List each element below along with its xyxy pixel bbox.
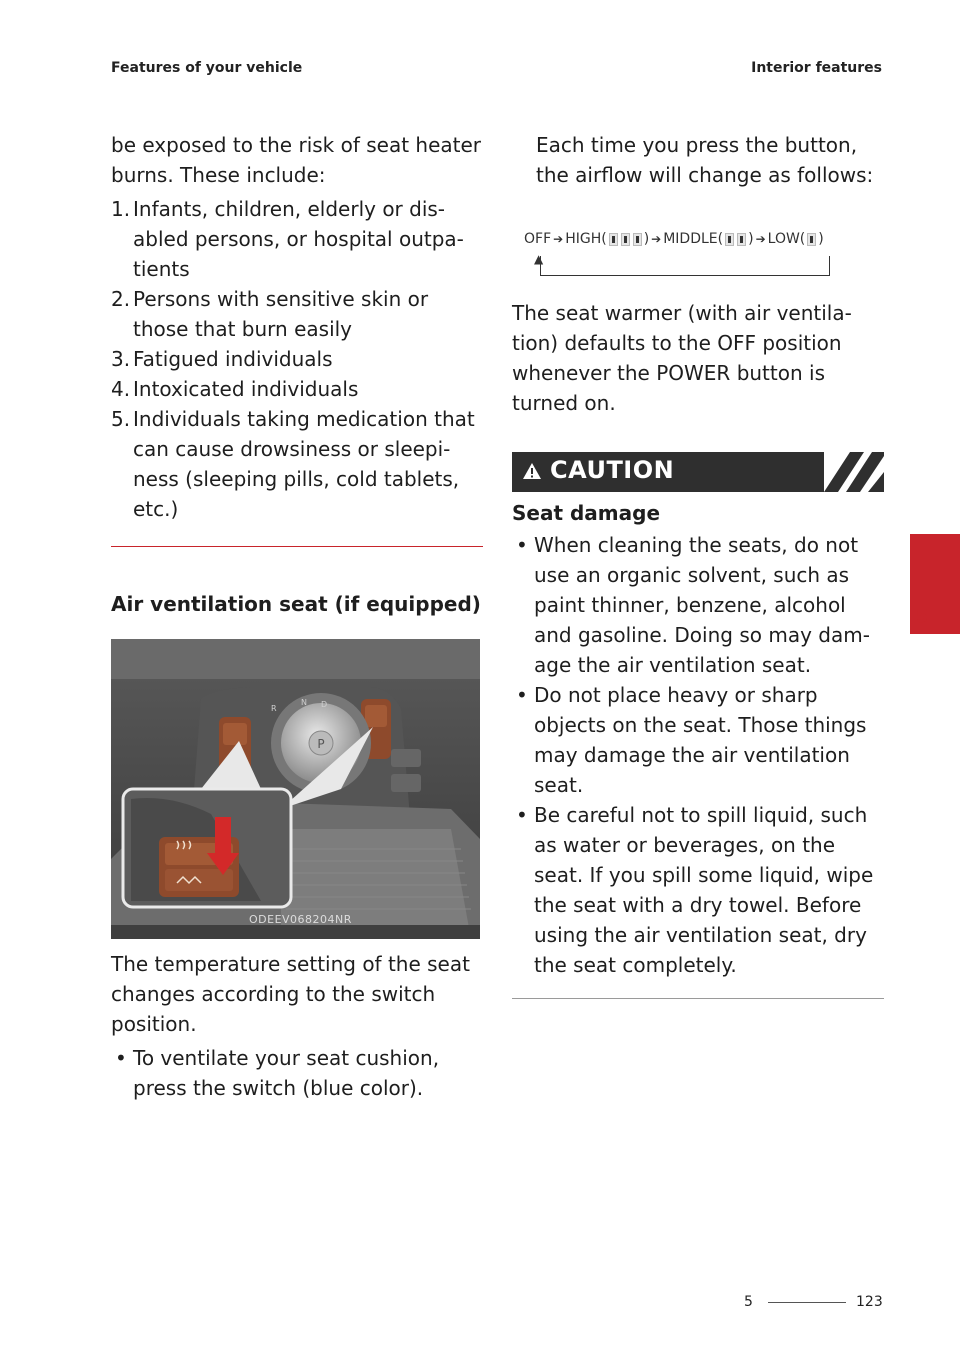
left-column <box>111 130 483 1103</box>
figure-code: ODEEV068204NR <box>249 913 352 926</box>
intro-paragraph: be exposed to the risk of seat heater burns. These include: <box>111 133 482 187</box>
list-number: 2. <box>111 287 131 311</box>
level-middle-icon <box>725 233 746 246</box>
shift-label-r: R <box>271 704 277 713</box>
console-illustration <box>111 639 480 939</box>
airflow-sequence-row <box>524 224 824 254</box>
list-text: Be careful not to spill liquid, such as water or beverages, on the seat. If you spill some liquid, wipe the seat with a dry towel. Before using the air ventilation seat, dry the seat completely. <box>534 803 874 977</box>
arrow-right-icon: ➔ <box>755 232 766 246</box>
list-text: Persons with sensitive skin or those that burn easily <box>133 287 429 341</box>
caution-stripes-icon <box>824 452 884 492</box>
list-text: Do not place heavy or sharp objects on the seat. Those things may damage the air ventilation seat. <box>534 683 867 797</box>
list-item <box>111 284 483 344</box>
list-text: Intoxicated individuals <box>133 377 359 401</box>
shift-label-n: N <box>301 698 307 707</box>
footer-divider <box>768 1302 846 1303</box>
chapter-side-number: 5 <box>915 606 929 627</box>
flow-low: LOW( <box>767 231 806 247</box>
list-number: 5. <box>111 407 131 431</box>
default-paragraph: The seat warmer (with air ventila-tion) defaults to the OFF position whenever the POWER button is turned on. <box>512 301 852 415</box>
return-line <box>540 256 830 276</box>
list-item <box>512 800 884 980</box>
bullet-dot: • <box>115 1046 127 1070</box>
flow-close: ) <box>818 231 824 247</box>
level-high-icon <box>609 233 642 246</box>
caution-label: CAUTION <box>550 456 675 484</box>
caution-title: Seat damage <box>512 501 661 525</box>
warning-icon <box>522 462 542 480</box>
flow-close: ) <box>748 231 754 247</box>
list-item <box>512 530 884 680</box>
list-text: When cleaning the seats, do not use an organic solvent, such as paint thinner, benzene, alcohol and gasoline. Doing so may dam-age the air ventilation seat. <box>534 533 870 677</box>
page-number: 123 <box>856 1294 883 1310</box>
caution-list <box>512 530 884 980</box>
arrow-up-icon: ▲ <box>534 252 544 266</box>
list-item <box>111 374 483 404</box>
running-header-right: Interior features <box>751 60 882 76</box>
press-paragraph: Each time you press the button, the airflow will change as follows: <box>536 133 874 187</box>
list-item <box>512 680 884 800</box>
flow-high: HIGH( <box>565 231 607 247</box>
list-text: To ventilate your seat cushion, press the switch (blue color). <box>133 1046 440 1100</box>
list-item <box>111 1043 483 1103</box>
list-text: Individuals taking medication that can cause drowsiness or sleepi-ness (sleeping pills, cold tablets, etc.) <box>133 407 475 521</box>
ventilate-list <box>111 1043 483 1103</box>
temperature-paragraph: The temperature setting of the seat changes according to the switch position. <box>111 952 470 1036</box>
bullet-dot: • <box>516 803 528 827</box>
caution-end-divider <box>512 998 884 999</box>
flow-close: ) <box>643 231 650 247</box>
list-text: Infants, children, elderly or dis-abled persons, or hospital outpa-tients <box>133 197 464 281</box>
right-column <box>512 130 884 999</box>
footer-chapter-number: 5 <box>744 1294 753 1310</box>
shift-label-d: D <box>321 700 328 709</box>
airflow-sequence-diagram <box>512 224 884 280</box>
risk-list <box>111 194 483 524</box>
list-item <box>111 344 483 374</box>
section-divider <box>111 546 483 547</box>
list-text: Fatigued individuals <box>133 347 333 371</box>
list-number: 4. <box>111 377 131 401</box>
list-item <box>111 404 483 524</box>
seat-switch-figure <box>111 639 480 939</box>
caution-banner <box>512 452 884 492</box>
running-header-left: Features of your vehicle <box>111 60 303 76</box>
bullet-dot: • <box>516 683 528 707</box>
list-number: 3. <box>111 347 131 371</box>
bullet-dot: • <box>516 533 528 557</box>
flow-middle: MIDDLE( <box>663 231 724 247</box>
arrow-right-icon: ➔ <box>553 232 564 246</box>
park-label: P <box>317 737 325 751</box>
arrow-right-icon: ➔ <box>651 232 662 246</box>
list-item <box>111 194 483 284</box>
flow-off: OFF <box>524 231 552 247</box>
section-title: Air ventilation seat (if equipped) <box>111 592 481 616</box>
list-number: 1. <box>111 197 131 221</box>
level-low-icon <box>807 233 816 246</box>
